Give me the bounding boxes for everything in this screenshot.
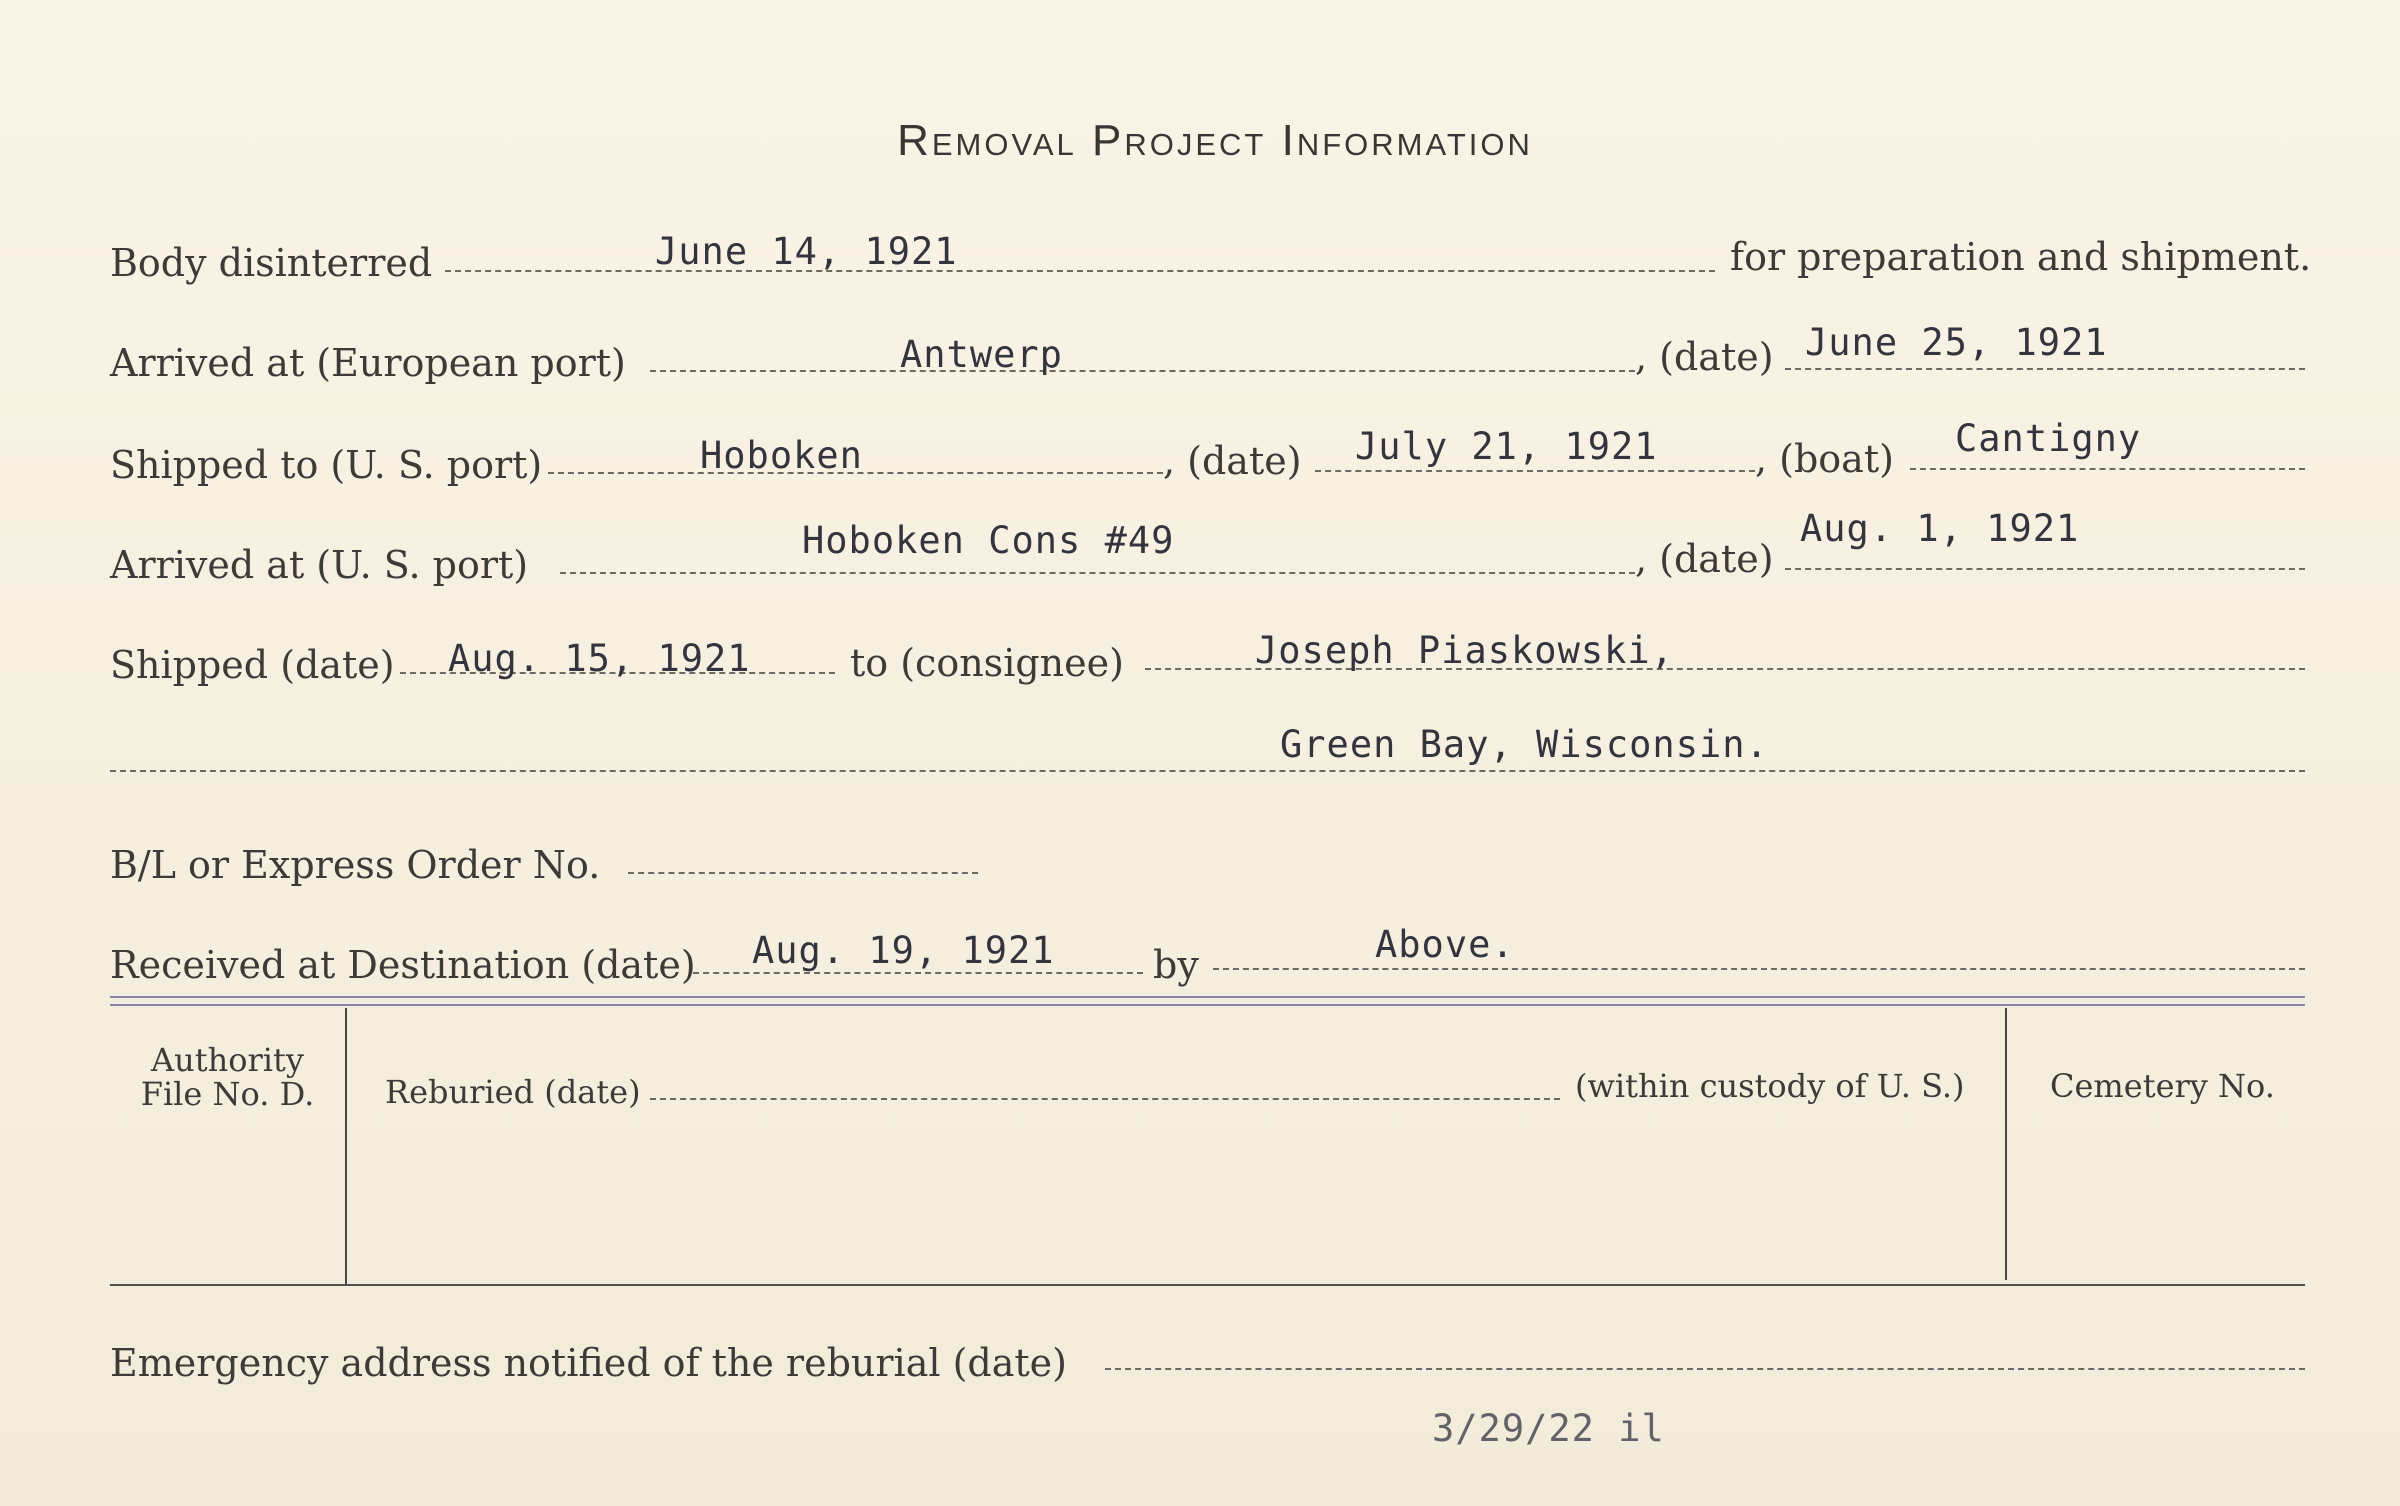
label-authority-line2: File No. D.: [140, 1075, 315, 1113]
fill-line-us-port-arrived: [560, 572, 1635, 574]
fill-line-consignee-address: [110, 770, 2305, 772]
top-rule-2: [110, 1004, 2305, 1006]
value-disinterred-date: June 14, 1921: [655, 230, 958, 273]
label-date-european: , (date): [1635, 335, 1774, 379]
label-to-consignee: to (consignee): [850, 641, 1124, 685]
fill-line-european-port: [650, 370, 1635, 372]
fill-line-received-by: [1213, 968, 2305, 970]
box-divider-right: [2005, 1008, 2007, 1280]
value-consignee-name: Joseph Piaskowski,: [1255, 629, 1674, 672]
fill-line-received-date: [693, 972, 1143, 974]
card-title: Removal Project Information: [897, 116, 1533, 165]
label-emergency: Emergency address notified of the reburial (date): [110, 1341, 1067, 1385]
footer-note: 3/29/22 il: [1432, 1407, 1665, 1450]
fill-line-boat: [1910, 468, 2305, 470]
label-by: by: [1153, 943, 1199, 987]
bottom-rule: [110, 1284, 2305, 1286]
label-shipped-date: Shipped (date): [110, 643, 395, 687]
label-authority-line1: Authority: [151, 1041, 304, 1079]
value-shipped-date: July 21, 1921: [1355, 425, 1658, 468]
label-received-destination: Received at Destination (date): [110, 943, 696, 987]
label-reburied: Reburied (date): [385, 1073, 641, 1111]
box-divider-left: [345, 1008, 347, 1286]
fill-line-reburied: [650, 1098, 1560, 1100]
value-european-port: Antwerp: [900, 333, 1063, 376]
fill-line-disinterred: [445, 270, 1715, 272]
label-cemetery-no: Cemetery No.: [2050, 1067, 2275, 1105]
value-shipped-consignee-date: Aug. 15, 1921: [448, 637, 751, 680]
value-received-date: Aug. 19, 1921: [752, 929, 1055, 972]
label-for-preparation: for preparation and shipment.: [1730, 235, 2312, 279]
fill-line-emergency: [1105, 1368, 2305, 1370]
label-bl-order: B/L or Express Order No.: [110, 843, 601, 887]
label-body-disinterred: Body disinterred: [110, 241, 433, 285]
fill-line-bl-order: [628, 872, 978, 874]
value-us-arrival-date: Aug. 1, 1921: [1800, 507, 2080, 550]
fill-line-european-date: [1785, 368, 2305, 370]
fill-line-shipped-date: [1315, 470, 1755, 472]
fill-line-us-arrival-date: [1785, 568, 2305, 570]
label-arrived-european: Arrived at (European port): [110, 341, 626, 385]
label-within-custody: (within custody of U. S.): [1575, 1067, 1965, 1105]
label-shipped-us: Shipped to (U. S. port): [110, 443, 543, 487]
label-date-arrived-us: , (date): [1635, 537, 1774, 581]
label-date-shipped: , (date): [1163, 439, 1302, 483]
value-us-port-arrived: Hoboken Cons #49: [802, 519, 1175, 562]
value-received-by: Above.: [1375, 923, 1515, 966]
label-arrived-us: Arrived at (U. S. port): [110, 543, 529, 587]
value-european-arrival-date: June 25, 1921: [1805, 321, 2108, 364]
label-boat: , (boat): [1755, 437, 1894, 481]
value-us-port-shipped: Hoboken: [700, 434, 863, 477]
value-boat: Cantigny: [1955, 417, 2142, 460]
value-consignee-address: Green Bay, Wisconsin.: [1280, 723, 1769, 766]
top-rule-1: [110, 996, 2305, 998]
